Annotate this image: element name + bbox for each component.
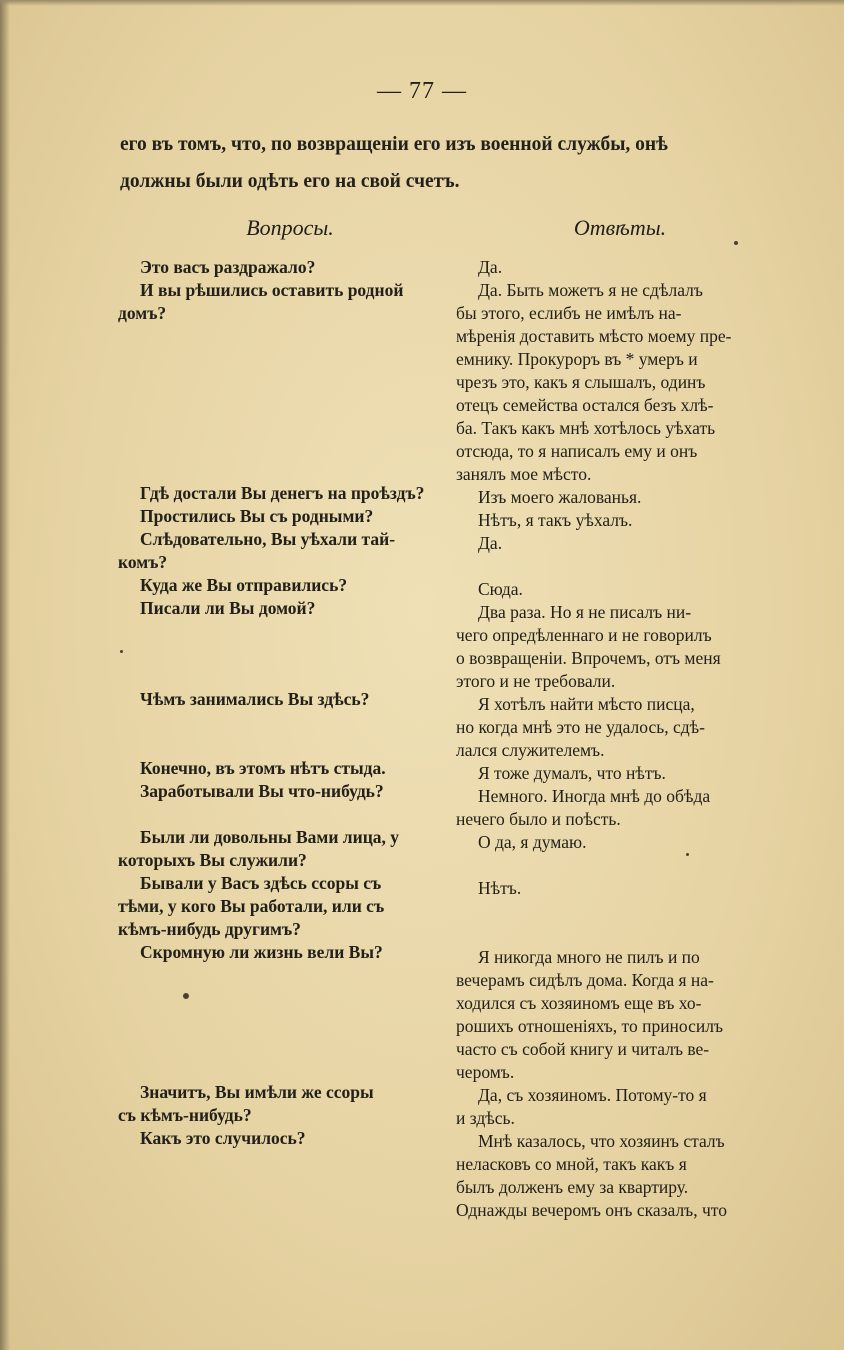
answer-line: Изъ моего жалованья. — [478, 487, 642, 507]
answer-line: Два раза. Но я не писалъ ни- — [478, 602, 692, 622]
answer-line: часто съ собой книгу и читалъ ве- — [456, 1039, 710, 1059]
intro-line-1: его въ томъ, что, по возвращеніи его изъ военной службы, онѣ — [120, 134, 668, 155]
answer-line: Я никогда много не пилъ и по — [478, 947, 700, 967]
print-speck — [183, 993, 189, 999]
answer-line: Да. Быть можетъ я не сдѣлалъ — [478, 280, 703, 300]
answer-line: лался служителемъ. — [456, 740, 605, 760]
question-line: Заработывали Вы что-нибудь? — [140, 781, 384, 801]
question-line: Гдѣ достали Вы денегъ на проѣздъ? — [140, 483, 425, 503]
answer-line: чего опредѣленнаго и не говорилъ — [456, 625, 712, 645]
question-line: тѣми, у кого Вы работали, или съ — [118, 896, 385, 916]
print-speck — [686, 853, 689, 856]
answer-line: Я тоже думалъ, что нѣтъ. — [478, 763, 666, 783]
answer-line: нечего было и поѣсть. — [456, 809, 621, 829]
answers-heading: Отвѣты. — [573, 215, 667, 240]
question-line: Слѣдовательно, Вы уѣхали тай- — [140, 529, 396, 549]
question-line: Значитъ, Вы имѣли же ссоры — [140, 1082, 374, 1102]
print-speck — [120, 650, 123, 653]
answer-line: отецъ семейства остался безъ хлѣ- — [456, 395, 714, 415]
question-line: кѣмъ-нибудь другимъ? — [118, 919, 301, 939]
answer-line: отсюда, то я написалъ ему и онъ — [456, 441, 698, 461]
print-speck — [734, 241, 738, 245]
intro-line-2: должны были одѣть его на свой счетъ. — [120, 171, 460, 192]
questions-heading: Вопросы. — [246, 215, 334, 240]
question-line: Куда же Вы отправились? — [140, 575, 348, 595]
question-line: которыхъ Вы служили? — [118, 850, 307, 870]
answer-line: Немного. Иногда мнѣ до обѣда — [478, 786, 711, 806]
question-line: Были ли довольны Вами лица, у — [140, 827, 400, 847]
answer-line: рошихъ отношеніяхъ, то приносилъ — [456, 1016, 724, 1036]
answer-line: О да, я думаю. — [478, 832, 587, 852]
answer-line: этого и не требовали. — [456, 671, 616, 691]
answer-line: вечерамъ сидѣлъ дома. Когда я на- — [456, 970, 714, 990]
answer-line: о возвращеніи. Впрочемъ, отъ меня — [456, 648, 721, 668]
page-left-edge — [0, 0, 10, 1350]
question-line: съ кѣмъ-нибудь? — [118, 1105, 252, 1125]
answer-line: Да, съ хозяиномъ. Потому-то я — [478, 1085, 707, 1105]
answer-line: Да. — [478, 533, 503, 553]
answer-line: Нѣтъ. — [478, 878, 522, 898]
question-line: домъ? — [118, 303, 167, 323]
question-line: Это васъ раздражало? — [140, 257, 316, 277]
question-line: Простились Вы съ родными? — [140, 506, 374, 526]
answer-line: былъ долженъ ему за квартиру. — [456, 1177, 689, 1197]
answer-line: мѣренія доставить мѣсто моему пре- — [456, 326, 732, 346]
question-line: комъ? — [118, 552, 168, 572]
question-line: И вы рѣшились оставить родной — [140, 280, 404, 300]
answer-line: ходился съ хозяиномъ еще въ хо- — [456, 993, 702, 1013]
answer-line: ба. Такъ какъ мнѣ хотѣлось уѣхать — [456, 418, 716, 438]
answer-line: Однажды вечеромъ онъ сказалъ, что — [456, 1200, 727, 1220]
answer-line: Да. — [478, 257, 503, 277]
question-line: Конечно, въ этомъ нѣтъ стыда. — [140, 758, 386, 778]
answer-line: неласковъ со мной, такъ какъ я — [456, 1154, 687, 1174]
question-line: Чѣмъ занимались Вы здѣсь? — [140, 689, 370, 709]
intro-paragraph — [120, 126, 780, 200]
answer-line: чрезъ это, какъ я слышалъ, одинъ — [456, 372, 706, 392]
answer-line: Мнѣ казалось, что хозяинъ сталъ — [478, 1131, 725, 1151]
question-line: Писали ли Вы домой? — [140, 598, 316, 618]
question-line: Бывали у Васъ здѣсь ссоры съ — [140, 873, 382, 893]
answer-line: черомъ. — [456, 1062, 515, 1082]
answer-line: но когда мнѣ это не удалось, сдѣ- — [456, 717, 705, 737]
answer-line: занялъ мое мѣсто. — [456, 464, 592, 484]
answer-line: Я хотѣлъ найти мѣсто писца, — [478, 694, 695, 714]
answer-line: и здѣсь. — [456, 1108, 515, 1128]
page-top-edge — [0, 0, 844, 6]
answer-line: емнику. Прокуроръ въ * умеръ и — [456, 349, 698, 369]
question-line: Какъ это случилось? — [140, 1128, 306, 1148]
page-number: — 77 — — [377, 78, 467, 104]
question-line: Скромную ли жизнь вели Вы? — [140, 942, 383, 962]
answer-line: Нѣтъ, я такъ уѣхалъ. — [478, 510, 633, 530]
answer-line: Сюда. — [478, 579, 523, 599]
answer-line: бы этого, еслибъ не имѣлъ на- — [456, 303, 682, 323]
